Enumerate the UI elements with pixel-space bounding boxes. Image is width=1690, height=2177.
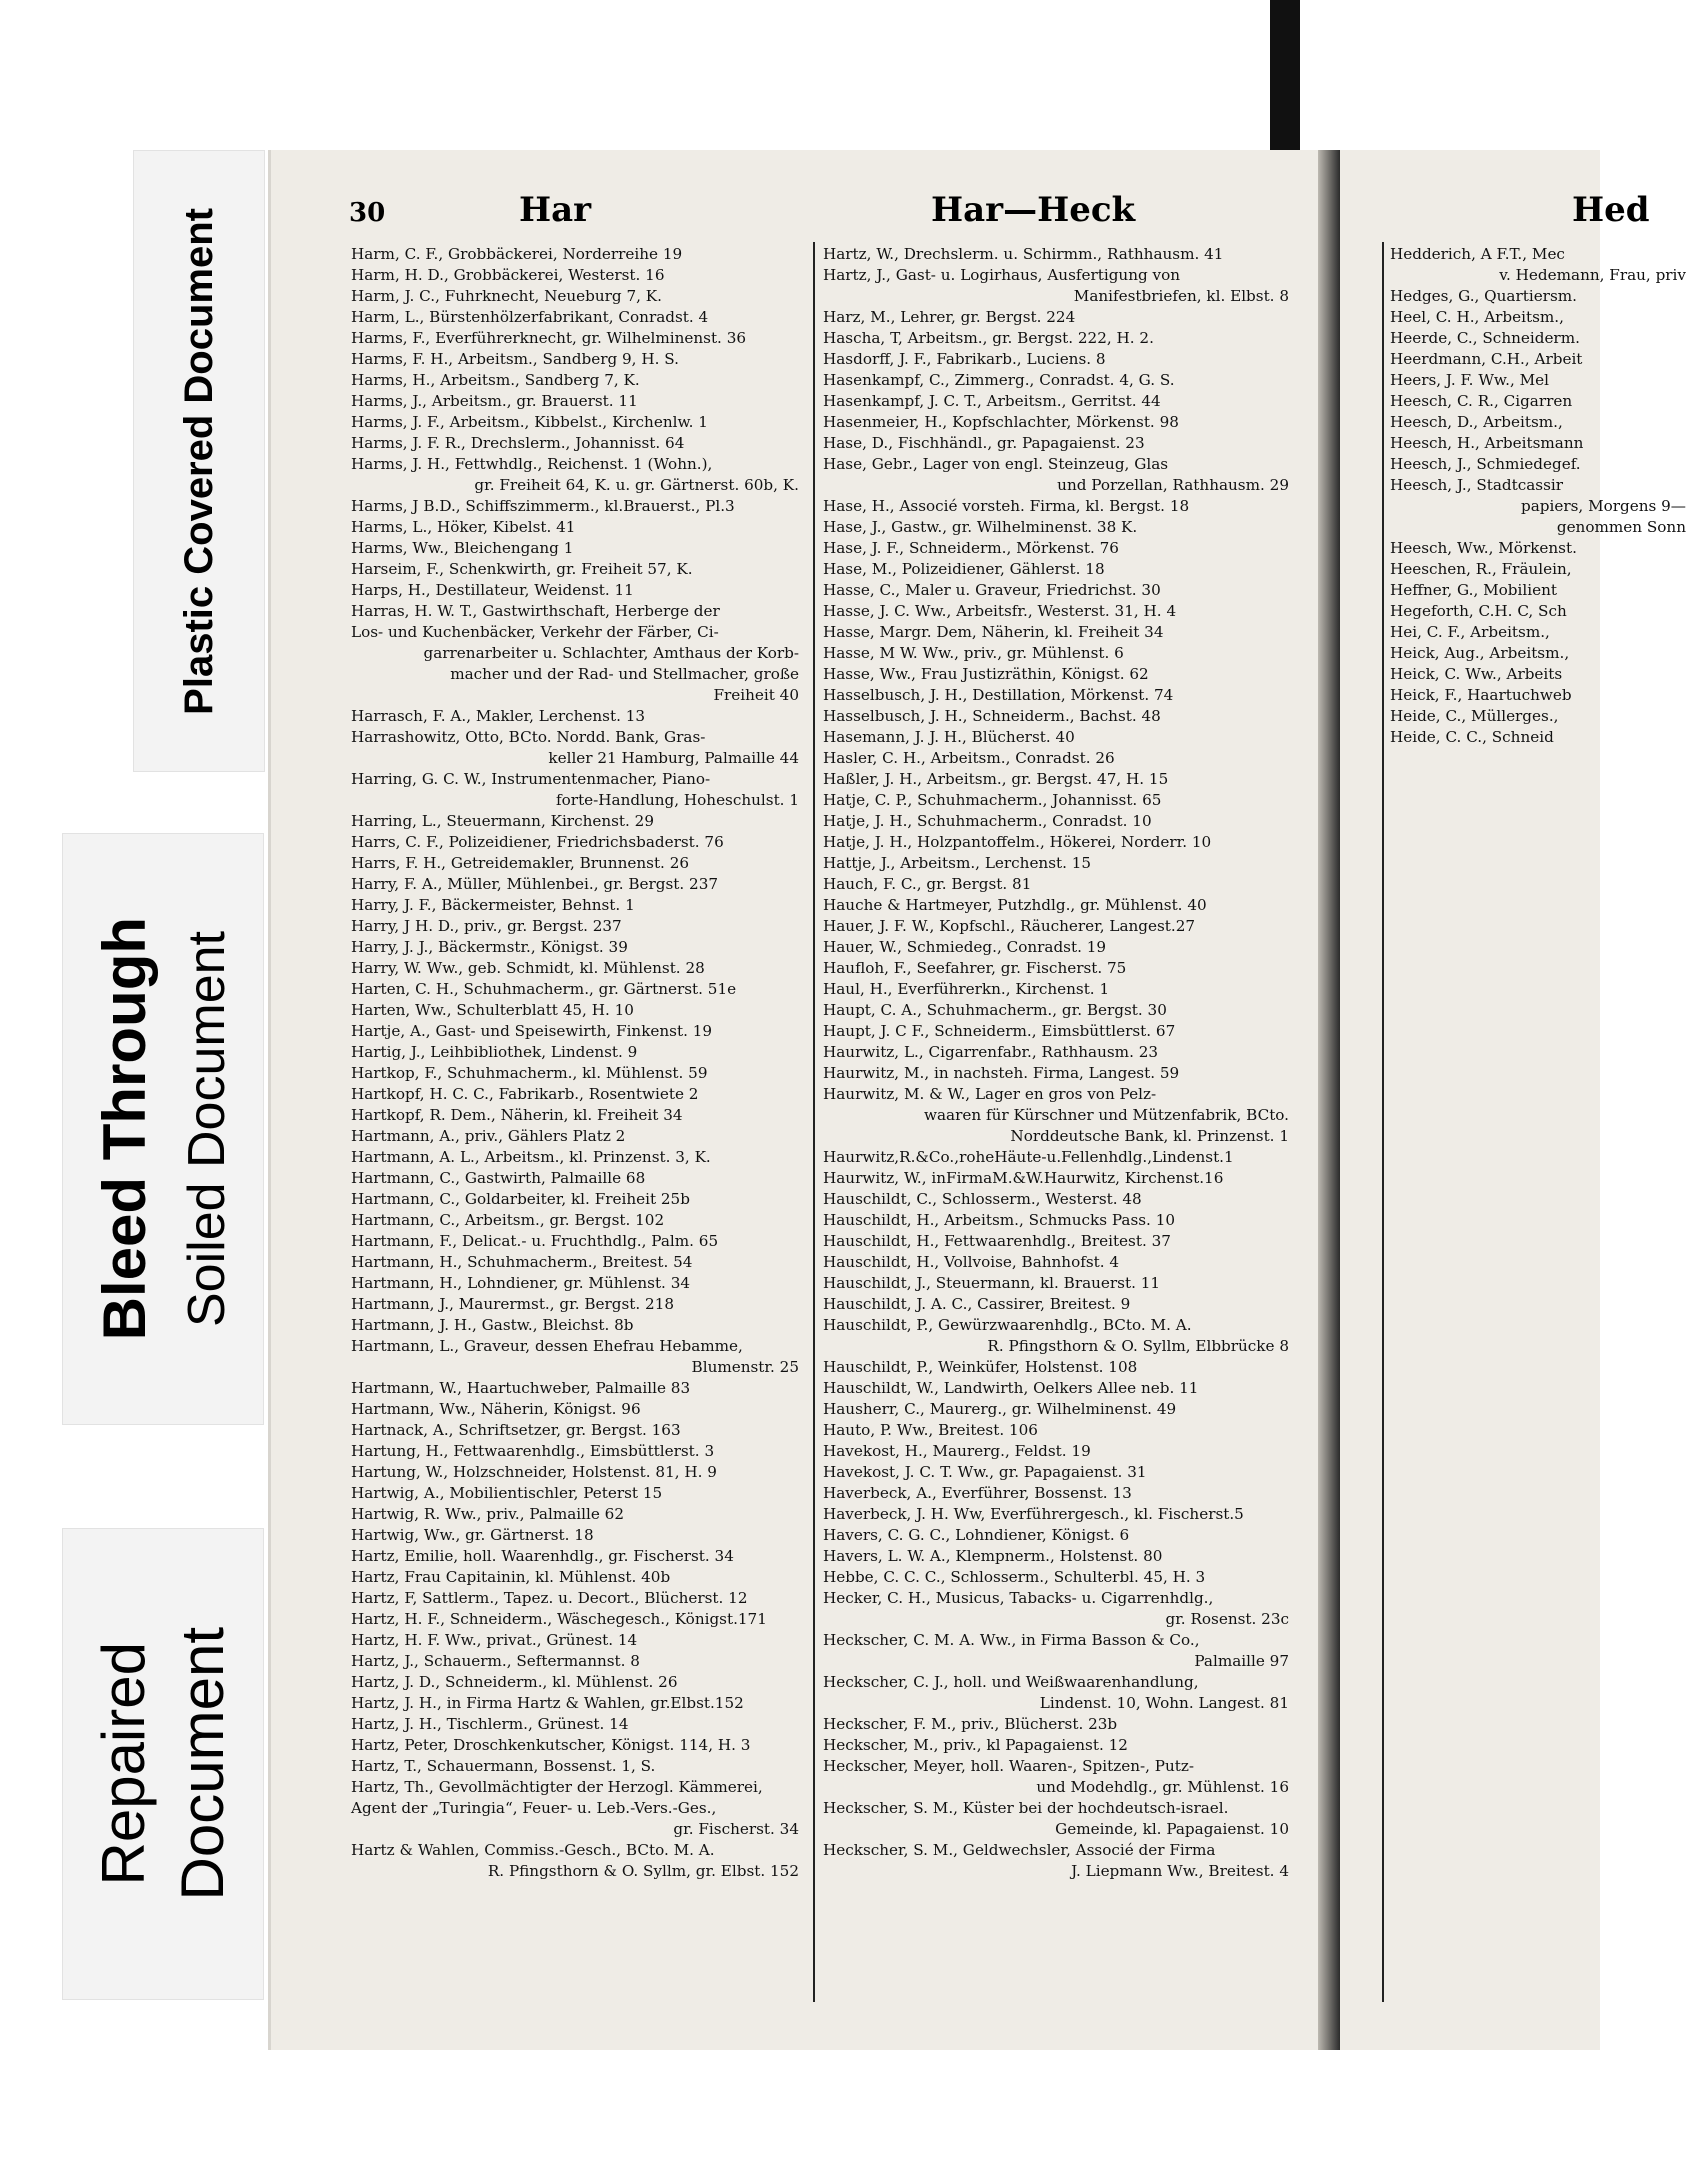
directory-entry: Harrs, F. H., Getreidemakler, Brunnenst. 26 [351, 854, 690, 872]
directory-entry: J. Liepmann Ww., Breitest. 4 [1071, 1862, 1289, 1880]
left-column [351, 244, 803, 1882]
directory-entry: genommen Sonn [1556, 518, 1686, 536]
directory-entry: Blumenstr. 25 [691, 1358, 799, 1376]
directory-entry: Hauer, W., Schmiedeg., Conradst. 19 [823, 938, 1107, 956]
header-right: Har—Heck [931, 190, 1136, 230]
directory-entry: Hartz, F, Sattlerm., Tapez. u. Decort., Blücherst. 12 [351, 1589, 748, 1607]
directory-entry: Harz, M., Lehrer, gr. Bergst. 224 [823, 308, 1076, 326]
directory-entry: Heckscher, F. M., priv., Blücherst. 23b [823, 1715, 1118, 1733]
directory-entry: Hartmann, F., Delicat.- u. Fruchthdlg., Palm. 65 [351, 1232, 719, 1250]
directory-entry: Hasler, C. H., Arbeitsm., Conradst. 26 [823, 749, 1115, 767]
directory-entry: Haurwitz,R.&Co.,roheHäute-u.Fellenhdlg.,Lindenst.1 [823, 1148, 1234, 1166]
directory-entry: Hartmann, H., Schuhmacherm., Breitest. 54 [351, 1253, 693, 1271]
repaired-marker [62, 1528, 264, 2000]
directory-entry: Gemeinde, kl. Papagaienst. 10 [1055, 1820, 1289, 1838]
directory-entry: Hasselbusch, J. H., Schneiderm., Bachst. 48 [823, 707, 1161, 725]
directory-entry: Hasse, J. C. Ww., Arbeitsfr., Westerst. 31, H. 4 [823, 602, 1177, 620]
directory-entry: Haupt, J. C F., Schneiderm., Eimsbüttlerst. 67 [823, 1022, 1176, 1040]
directory-entry: macher und der Rad- und Stellmacher, große [450, 665, 799, 683]
directory-entry: Norddeutsche Bank, kl. Prinzenst. 1 [1010, 1127, 1289, 1145]
directory-entry: Harm, L., Bürstenhölzerfabrikant, Conradst. 4 [351, 308, 709, 326]
directory-entry: Harm, J. C., Fuhrknecht, Neueburg 7, K. [351, 287, 662, 305]
directory-entry: R. Pfingsthorn & O. Syllm, gr. Elbst. 152 [487, 1862, 799, 1880]
directory-entry: Heckscher, Meyer, holl. Waaren-, Spitzen-, Putz- [823, 1757, 1194, 1775]
directory-entry: Hartz, J. D., Schneiderm., kl. Mühlenst. 26 [351, 1673, 678, 1691]
directory-entry: Harry, J H. D., priv., gr. Bergst. 237 [351, 917, 622, 935]
directory-entry: Hauschildt, H., Vollvoise, Bahnhofst. 4 [823, 1253, 1120, 1271]
header-next: Hed [1572, 190, 1650, 230]
directory-entry: Havekost, H., Maurerg., Feldst. 19 [823, 1442, 1091, 1460]
repaired-document-label: Document [169, 1627, 236, 1901]
directory-entry: Hauch, F. C., gr. Bergst. 81 [823, 875, 1032, 893]
directory-entry: Hasse, C., Maler u. Graveur, Friedrichst. 30 [823, 581, 1161, 599]
directory-entry: Hasdorff, J. F., Fabrikarb., Luciens. 8 [823, 350, 1106, 368]
plastic-covered-marker [133, 150, 265, 772]
directory-entry: Harry, J. J., Bäckermstr., Königst. 39 [351, 938, 628, 956]
directory-entry: Hartmann, A., priv., Gählers Platz 2 [351, 1127, 626, 1145]
next-page-divider [1382, 242, 1384, 2002]
directory-entry: Havekost, J. C. T. Ww., gr. Papagaienst. 31 [823, 1463, 1147, 1481]
directory-entry: und Porzellan, Rathhausm. 29 [1057, 476, 1289, 494]
directory-entry: Haverbeck, J. H. Ww, Everführergesch., kl. Fischerst.5 [823, 1505, 1244, 1523]
directory-entry: Hartwig, R. Ww., priv., Palmaille 62 [351, 1505, 624, 1523]
directory-entry: Harm, C. F., Grobbäckerei, Norderreihe 19 [351, 245, 683, 263]
directory-entry: waaren für Kürschner und Mützenfabrik, BCto. [923, 1106, 1289, 1124]
directory-entry: Haßler, J. H., Arbeitsm., gr. Bergst. 47, H. 15 [823, 770, 1169, 788]
directory-entry: Hartmann, W., Haartuchweber, Palmaille 83 [351, 1379, 691, 1397]
directory-entry: Hascha, T, Arbeitsm., gr. Bergst. 222, H. 2. [823, 329, 1154, 347]
directory-entry: Harms, J. H., Fettwhdlg., Reichenst. 1 (Wohn.), [351, 455, 713, 473]
directory-entry: Heckscher, C. J., holl. und Weißwaarenhandlung, [823, 1673, 1199, 1691]
directory-entry: Heesch, J., Stadtcassir [1390, 476, 1564, 494]
directory-entry: Haurwitz, W., inFirmaM.&W.Haurwitz, Kirchenst.16 [823, 1169, 1224, 1187]
directory-entry: Hartmann, L., Graveur, dessen Ehefrau Hebamme, [351, 1337, 743, 1355]
directory-entry: Lindenst. 10, Wohn. Langest. 81 [1039, 1694, 1289, 1712]
directory-entry: Harseim, F., Schenkwirth, gr. Freiheit 57, K. [351, 560, 693, 578]
directory-entry: Hartmann, Ww., Näherin, Königst. 96 [351, 1400, 641, 1418]
directory-entry: Harm, H. D., Grobbäckerei, Westerst. 16 [351, 266, 665, 284]
directory-entry: Hauschildt, P., Weinküfer, Holstenst. 108 [823, 1358, 1138, 1376]
directory-entry: Freiheit 40 [713, 686, 799, 704]
directory-entry: Hartkopf, H. C. C., Fabrikarb., Rosentwiete 2 [351, 1085, 699, 1103]
directory-entry: Hartwig, A., Mobilientischler, Peterst 15 [351, 1484, 663, 1502]
directory-entry: Hartmann, C., Goldarbeiter, kl. Freiheit 25b [351, 1190, 690, 1208]
directory-entry: Hartz, Peter, Droschkenkutscher, Königst. 114, H. 3 [351, 1736, 751, 1754]
directory-entry: gr. Rosenst. 23c [1165, 1610, 1289, 1628]
directory-entry: Heick, C. Ww., Arbeits [1390, 665, 1563, 683]
directory-entry: Hauschildt, J., Steuermann, kl. Brauerst. 11 [823, 1274, 1161, 1292]
directory-entry: garrenarbeiter u. Schlachter, Amthaus der Korb- [423, 644, 799, 662]
directory-entry: Heide, C. C., Schneid [1390, 728, 1554, 746]
directory-entry: Los- und Kuchenbäcker, Verkehr der Färber, Ci- [351, 623, 719, 641]
directory-entry: Haverbeck, A., Everführer, Bossenst. 13 [823, 1484, 1132, 1502]
directory-entry: Heerdmann, C.H., Arbeit [1390, 350, 1583, 368]
directory-entry: Heel, C. H., Arbeitsm., [1390, 308, 1564, 326]
directory-entry: Harms, J. F. R., Drechslerm., Johannisst. 64 [351, 434, 685, 452]
right-column [823, 244, 1293, 1882]
directory-entry: Heckscher, M., priv., kl Papagaienst. 12 [823, 1736, 1128, 1754]
directory-entry: Harms, Ww., Bleichengang 1 [351, 539, 574, 557]
directory-entry: Hartmann, H., Lohndiener, gr. Mühlenst. 34 [351, 1274, 691, 1292]
directory-entry: Harry, F. A., Müller, Mühlenbei., gr. Bergst. 237 [351, 875, 719, 893]
directory-entry: Hase, H., Associé vorsteh. Firma, kl. Bergst. 18 [823, 497, 1190, 515]
directory-entry: Harrs, C. F., Polizeidiener, Friedrichsbaderst. 76 [351, 833, 724, 851]
bleed-soiled-marker [62, 833, 264, 1425]
directory-entry: Hasenkampf, C., Zimmerg., Conradst. 4, G. S. [823, 371, 1175, 389]
directory-entry: Harms, J. F., Arbeitsm., Kibbelst., Kirchenlw. 1 [351, 413, 708, 431]
directory-entry: Palmaille 97 [1194, 1652, 1289, 1670]
directory-entry: Heick, Aug., Arbeitsm., [1390, 644, 1570, 662]
directory-entry: Harms, J B.D., Schiffszimmerm., kl.Brauerst., Pl.3 [351, 497, 735, 515]
directory-entry: Hatje, J. H., Holzpantoffelm., Hökerei, Norderr. 10 [823, 833, 1212, 851]
directory-entry: papiers, Morgens 9— [1521, 497, 1686, 515]
directory-entry: Harms, F. H., Arbeitsm., Sandberg 9, H. S. [351, 350, 679, 368]
directory-entry: Hase, J. F., Schneiderm., Mörkenst. 76 [823, 539, 1119, 557]
directory-entry: R. Pfingsthorn & O. Syllm, Elbbrücke 8 [987, 1337, 1289, 1355]
directory-entry: Hase, D., Fischhändl., gr. Papagaienst. 23 [823, 434, 1145, 452]
directory-entry: Haurwitz, M. & W., Lager en gros von Pelz- [823, 1085, 1157, 1103]
directory-entry: Heick, F., Haartuchweb [1390, 686, 1572, 704]
directory-entry: Hartmann, C., Gastwirth, Palmaille 68 [351, 1169, 646, 1187]
directory-entry: Heesch, C. R., Cigarren [1390, 392, 1573, 410]
directory-entry: Haufloh, F., Seefahrer, gr. Fischerst. 75 [823, 959, 1127, 977]
directory-entry: keller 21 Hamburg, Palmaille 44 [548, 749, 799, 767]
next-page [1340, 150, 1686, 2050]
directory-entry: Harring, L., Steuermann, Kirchenst. 29 [351, 812, 655, 830]
directory-entry: Hauschildt, C., Schlosserm., Westerst. 48 [823, 1190, 1142, 1208]
directory-page [268, 150, 1331, 2050]
directory-entry: Harrasch, F. A., Makler, Lerchenst. 13 [351, 707, 646, 725]
directory-entry: Hasse, M W. Ww., priv., gr. Mühlenst. 6 [823, 644, 1124, 662]
directory-entry: Hasse, Margr. Dem, Näherin, kl. Freiheit 34 [823, 623, 1164, 641]
directory-entry: Hauschildt, J. A. C., Cassirer, Breitest. 9 [823, 1295, 1131, 1313]
directory-entry: Harten, C. H., Schuhmacherm., gr. Gärtnerst. 51e [351, 980, 737, 998]
directory-entry: Hartkop, F., Schuhmacherm., kl. Mühlenst. 59 [351, 1064, 708, 1082]
directory-entry: Hartz, Th., Gevollmächtigter der Herzogl. Kämmerei, [351, 1778, 763, 1796]
directory-entry: Harms, J., Arbeitsm., gr. Brauerst. 11 [351, 392, 638, 410]
directory-entry: v. Hedemann, Frau, priv [1499, 266, 1686, 284]
directory-entry: Heers, J. F. Ww., Mel [1390, 371, 1550, 389]
directory-entry: Harms, L., Höker, Kibelst. 41 [351, 518, 576, 536]
directory-entry: Hasenkampf, J. C. T., Arbeitsm., Gerritst. 44 [823, 392, 1161, 410]
directory-entry: Hatje, J. H., Schuhmacherm., Conradst. 10 [823, 812, 1152, 830]
bleed-through-label: Bleed Through [90, 917, 158, 1341]
directory-entry: Heerde, C., Schneiderm. [1390, 329, 1580, 347]
directory-entry: Harry, J. F., Bäckermeister, Behnst. 1 [351, 896, 635, 914]
repaired-label: Repaired [90, 1642, 157, 1886]
directory-entry: Hartig, J., Leihbibliothek, Lindenst. 9 [351, 1043, 638, 1061]
directory-entry: Hartje, A., Gast- und Speisewirth, Finkenst. 19 [351, 1022, 713, 1040]
directory-entry: Hattje, J., Arbeitsm., Lerchenst. 15 [823, 854, 1092, 872]
column-divider [813, 242, 815, 2002]
directory-entry: Heesch, Ww., Mörkenst. [1390, 539, 1577, 557]
directory-entry: und Modehdlg., gr. Mühlenst. 16 [1036, 1778, 1289, 1796]
directory-entry: Hegeforth, C.H. C, Sch [1390, 602, 1567, 620]
directory-entry: Hauer, J. F. W., Kopfschl., Räucherer, Langest.27 [823, 917, 1196, 935]
directory-entry: Hei, C. F., Arbeitsm., [1390, 623, 1550, 641]
directory-entry: Hartnack, A., Schriftsetzer, gr. Bergst. 163 [351, 1421, 681, 1439]
directory-entry: Haurwitz, M., in nachsteh. Firma, Langest. 59 [823, 1064, 1180, 1082]
directory-entry: Hartkopf, R. Dem., Näherin, kl. Freiheit 34 [351, 1106, 683, 1124]
directory-entry: Hartz, J., Schauerm., Seftermannst. 8 [351, 1652, 640, 1670]
directory-entry: Hase, M., Polizeidiener, Gählerst. 18 [823, 560, 1105, 578]
directory-entry: Hartz, H. F. Ww., privat., Grünest. 14 [351, 1631, 638, 1649]
directory-entry: Heckscher, C. M. A. Ww., in Firma Basson & Co., [823, 1631, 1200, 1649]
directory-entry: Hauche & Hartmeyer, Putzhdlg., gr. Mühlenst. 40 [823, 896, 1207, 914]
directory-entry: Havers, L. W. A., Klempnerm., Holstenst. 80 [823, 1547, 1163, 1565]
directory-entry: Hauschildt, P., Gewürzwaarenhdlg., BCto. M. A. [823, 1316, 1192, 1334]
directory-entry: Hartung, H., Fettwaarenhdlg., Eimsbüttlerst. 3 [351, 1442, 715, 1460]
directory-entry: Hartz, J. H., in Firma Hartz & Wahlen, gr.Elbst.152 [351, 1694, 744, 1712]
directory-entry: gr. Freiheit 64, K. u. gr. Gärtnerst. 60b, K. [474, 476, 799, 494]
directory-entry: Hartz & Wahlen, Commiss.-Gesch., BCto. M. A. [351, 1841, 715, 1859]
directory-entry: Heckscher, S. M., Küster bei der hochdeutsch-israel. [823, 1799, 1229, 1817]
directory-entry: Manifestbriefen, kl. Elbst. 8 [1073, 287, 1289, 305]
directory-entry: Hauto, P. Ww., Breitest. 106 [823, 1421, 1038, 1439]
directory-entry: Heeschen, R., Fräulein, [1390, 560, 1572, 578]
directory-entry: Haurwitz, L., Cigarrenfabr., Rathhausm. 23 [823, 1043, 1159, 1061]
directory-entry: Hasse, Ww., Frau Justizräthin, Königst. 62 [823, 665, 1149, 683]
directory-entry: Hartz, W., Drechslerm. u. Schirmm., Rathhausm. 41 [823, 245, 1224, 263]
directory-entry: Hartz, H. F., Schneiderm., Wäschegesch., Königst.171 [351, 1610, 767, 1628]
directory-entry: Heesch, J., Schmiedegef. [1390, 455, 1581, 473]
next-column [1390, 244, 1690, 748]
directory-entry: Hebbe, C. C. C., Schlosserm., Schulterbl. 45, H. 3 [823, 1568, 1206, 1586]
directory-entry: Hasenmeier, H., Kopfschlachter, Mörkenst. 98 [823, 413, 1179, 431]
directory-entry: Hartz, J. H., Tischlerm., Grünest. 14 [351, 1715, 629, 1733]
directory-entry: Harring, G. C. W., Instrumentenmacher, Piano- [351, 770, 711, 788]
directory-entry: Heckscher, S. M., Geldwechsler, Associé der Firma [823, 1841, 1216, 1859]
header-left: Har [519, 190, 592, 230]
directory-entry: Havers, C. G. C., Lohndiener, Königst. 6 [823, 1526, 1130, 1544]
directory-entry: Hartmann, J., Maurermst., gr. Bergst. 218 [351, 1295, 675, 1313]
directory-entry: Harms, H., Arbeitsm., Sandberg 7, K. [351, 371, 640, 389]
directory-entry: Haupt, C. A., Schuhmacherm., gr. Bergst. 30 [823, 1001, 1167, 1019]
directory-entry: Hedges, G., Quartiersm. [1390, 287, 1577, 305]
directory-entry: Hedderich, A F.T., Mec [1390, 245, 1565, 263]
directory-entry: Hartmann, A. L., Arbeitsm., kl. Prinzenst. 3, K. [351, 1148, 711, 1166]
directory-entry: Hartung, W., Holzschneider, Holstenst. 81, H. 9 [351, 1463, 717, 1481]
page-gutter [1318, 150, 1340, 2050]
directory-entry: Hecker, C. H., Musicus, Tabacks- u. Cigarrenhdlg., [823, 1589, 1214, 1607]
directory-entry: Haul, H., Everführerkn., Kirchenst. 1 [823, 980, 1110, 998]
directory-entry: Heesch, H., Arbeitsmann [1390, 434, 1584, 452]
directory-entry: Harps, H., Destillateur, Weidenst. 11 [351, 581, 634, 599]
directory-entry: Hartz, Emilie, holl. Waarenhdlg., gr. Fischerst. 34 [351, 1547, 734, 1565]
directory-entry: Hase, Gebr., Lager von engl. Steinzeug, Glas [823, 455, 1169, 473]
directory-entry: Hausherr, C., Maurerg., gr. Wilhelminenst. 49 [823, 1400, 1177, 1418]
directory-entry: Harten, Ww., Schulterblatt 45, H. 10 [351, 1001, 634, 1019]
plastic-covered-label: Plastic Covered Document [176, 207, 221, 715]
directory-entry: Heide, C., Müllerges., [1390, 707, 1559, 725]
directory-entry: Hartz, J., Gast- u. Logirhaus, Ausfertigung von [823, 266, 1181, 284]
directory-entry: forte-Handlung, Hoheschulst. 1 [556, 791, 799, 809]
directory-entry: Hasselbusch, J. H., Destillation, Mörkenst. 74 [823, 686, 1174, 704]
directory-entry: Heffner, G., Mobilient [1390, 581, 1557, 599]
directory-entry: Heesch, D., Arbeitsm., [1390, 413, 1563, 431]
directory-entry: Hauschildt, H., Fettwaarenhdlg., Breitest. 37 [823, 1232, 1171, 1250]
directory-entry: Agent der „Turingia“, Feuer- u. Leb.-Vers.-Ges., [351, 1799, 717, 1817]
directory-entry: Harry, W. Ww., geb. Schmidt, kl. Mühlenst. 28 [351, 959, 705, 977]
directory-entry: Hasemann, J. J. H., Blücherst. 40 [823, 728, 1075, 746]
directory-entry: Hartz, T., Schauermann, Bossenst. 1, S. [351, 1757, 656, 1775]
directory-entry: Hase, J., Gastw., gr. Wilhelminenst. 38 K. [823, 518, 1138, 536]
directory-entry: Harms, F., Everführerknecht, gr. Wilhelminenst. 36 [351, 329, 747, 347]
scanner-strip [1270, 0, 1300, 155]
directory-entry: Hartmann, C., Arbeitsm., gr. Bergst. 102 [351, 1211, 665, 1229]
soiled-document-label: Soiled Document [177, 931, 236, 1327]
directory-entry: Hauschildt, W., Landwirth, Oelkers Allee neb. 11 [823, 1379, 1199, 1397]
directory-entry: Hartz, Frau Capitainin, kl. Mühlenst. 40b [351, 1568, 671, 1586]
directory-entry: Hartwig, Ww., gr. Gärtnerst. 18 [351, 1526, 594, 1544]
directory-entry: Hatje, C. P., Schuhmacherm., Johannisst. 65 [823, 791, 1162, 809]
page-number: 30 [349, 198, 386, 228]
directory-entry: Hartmann, J. H., Gastw., Bleichst. 8b [351, 1316, 634, 1334]
directory-entry: Harras, H. W. T., Gastwirthschaft, Herberge der [351, 602, 720, 620]
directory-entry: Hauschildt, H., Arbeitsm., Schmucks Pass. 10 [823, 1211, 1176, 1229]
directory-entry: gr. Fischerst. 34 [673, 1820, 799, 1838]
directory-entry: Harrashowitz, Otto, BCto. Nordd. Bank, Gras- [351, 728, 706, 746]
